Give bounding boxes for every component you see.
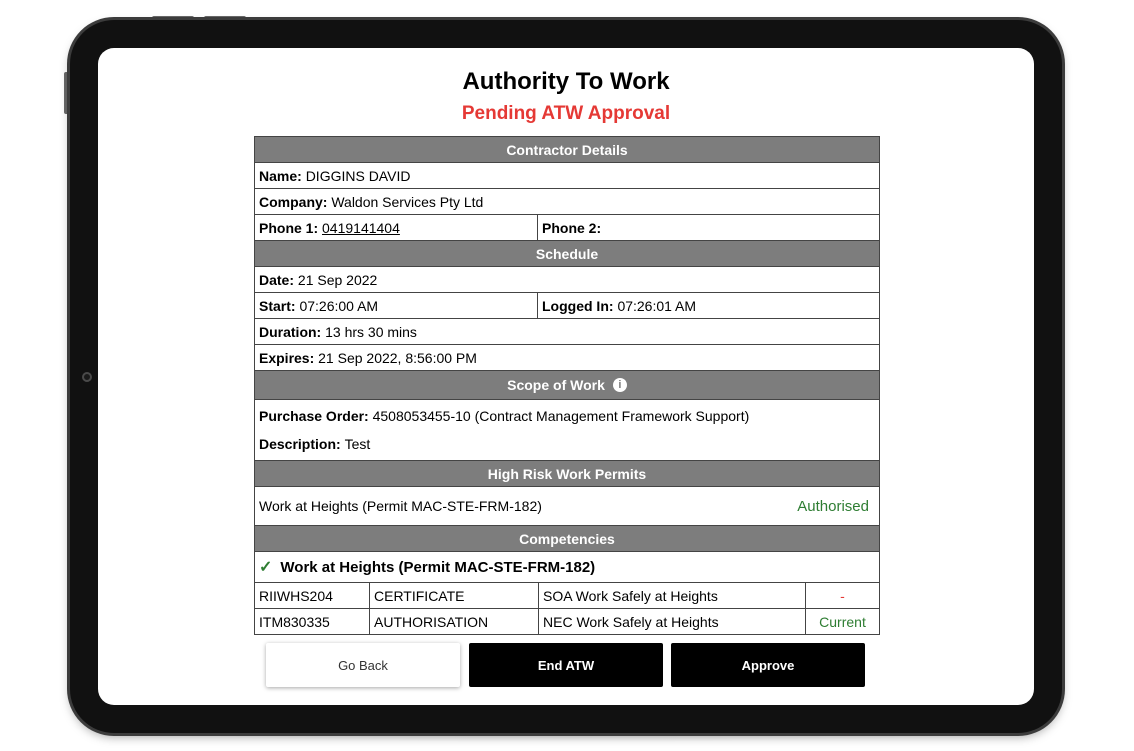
phone2-label: Phone 2: bbox=[542, 219, 602, 236]
scope-header bbox=[255, 371, 879, 400]
duration-row bbox=[255, 319, 879, 345]
permit-item bbox=[255, 487, 879, 526]
phones-row bbox=[255, 215, 879, 241]
scope-header-label: Scope of Work bbox=[507, 377, 605, 393]
company-row bbox=[255, 189, 879, 215]
info-icon[interactable]: i bbox=[613, 378, 627, 392]
company-value: Waldon Services Pty Ltd bbox=[331, 193, 484, 210]
camera-icon bbox=[82, 372, 92, 382]
competency-row bbox=[255, 609, 879, 634]
competency-type: AUTHORISATION bbox=[369, 609, 538, 634]
expires-row bbox=[255, 345, 879, 371]
name-label: Name: bbox=[259, 167, 302, 184]
approve-button[interactable]: Approve bbox=[671, 643, 865, 687]
start-label: Start: bbox=[259, 297, 296, 314]
competency-group-title: Work at Heights (Permit MAC-STE-FRM-182) bbox=[280, 558, 596, 576]
permit-status: Authorised bbox=[797, 497, 869, 515]
date-label: Date: bbox=[259, 271, 295, 288]
end-atw-button[interactable]: End ATW bbox=[469, 643, 663, 687]
page-title: Authority To Work bbox=[462, 68, 670, 95]
competency-name: SOA Work Safely at Heights bbox=[538, 583, 805, 608]
competency-row bbox=[255, 583, 879, 609]
logged-in-value: 07:26:01 AM bbox=[617, 297, 697, 314]
atw-details-table bbox=[254, 136, 880, 635]
competency-code: ITM830335 bbox=[259, 613, 330, 630]
company-label: Company: bbox=[259, 193, 328, 210]
description-label: Description: bbox=[259, 436, 341, 452]
competency-code: RIIWHS204 bbox=[259, 587, 333, 604]
competency-name: NEC Work Safely at Heights bbox=[538, 609, 805, 634]
contractor-details-header: Contractor Details bbox=[255, 137, 879, 163]
scope-details bbox=[255, 400, 879, 461]
name-value: DIGGINS DAVID bbox=[305, 167, 411, 184]
competency-status: Current bbox=[805, 609, 879, 634]
schedule-header: Schedule bbox=[255, 241, 879, 267]
duration-value: 13 hrs 30 mins bbox=[325, 323, 417, 340]
approval-status: Pending ATW Approval bbox=[461, 103, 671, 124]
description-value: Test bbox=[344, 436, 371, 452]
purchase-order-value: 4508053455-10 (Contract Management Framework Support) bbox=[372, 408, 750, 424]
name-row bbox=[255, 163, 879, 189]
expires-label: Expires: bbox=[259, 349, 315, 366]
permit-name: Work at Heights (Permit MAC-STE-FRM-182) bbox=[259, 498, 542, 514]
permits-header: High Risk Work Permits bbox=[255, 461, 879, 487]
go-back-button[interactable]: Go Back bbox=[266, 643, 460, 687]
purchase-order-label: Purchase Order: bbox=[259, 408, 369, 424]
tablet-frame bbox=[70, 20, 1062, 733]
competency-status: - bbox=[805, 583, 879, 608]
competency-group bbox=[255, 552, 879, 583]
logged-in-label: Logged In: bbox=[542, 297, 614, 314]
start-row bbox=[255, 293, 879, 319]
competency-type: CERTIFICATE bbox=[369, 583, 538, 608]
tablet-screen bbox=[98, 48, 1034, 705]
start-value: 07:26:00 AM bbox=[299, 297, 379, 314]
phone1-label: Phone 1: bbox=[259, 219, 319, 236]
date-value: 21 Sep 2022 bbox=[297, 271, 378, 288]
check-icon: ✓ bbox=[259, 559, 273, 576]
phone1-link[interactable]: 0419141404 bbox=[322, 219, 400, 236]
date-row bbox=[255, 267, 879, 293]
competencies-header: Competencies bbox=[255, 526, 879, 552]
expires-value: 21 Sep 2022, 8:56:00 PM bbox=[318, 349, 477, 366]
duration-label: Duration: bbox=[259, 323, 322, 340]
